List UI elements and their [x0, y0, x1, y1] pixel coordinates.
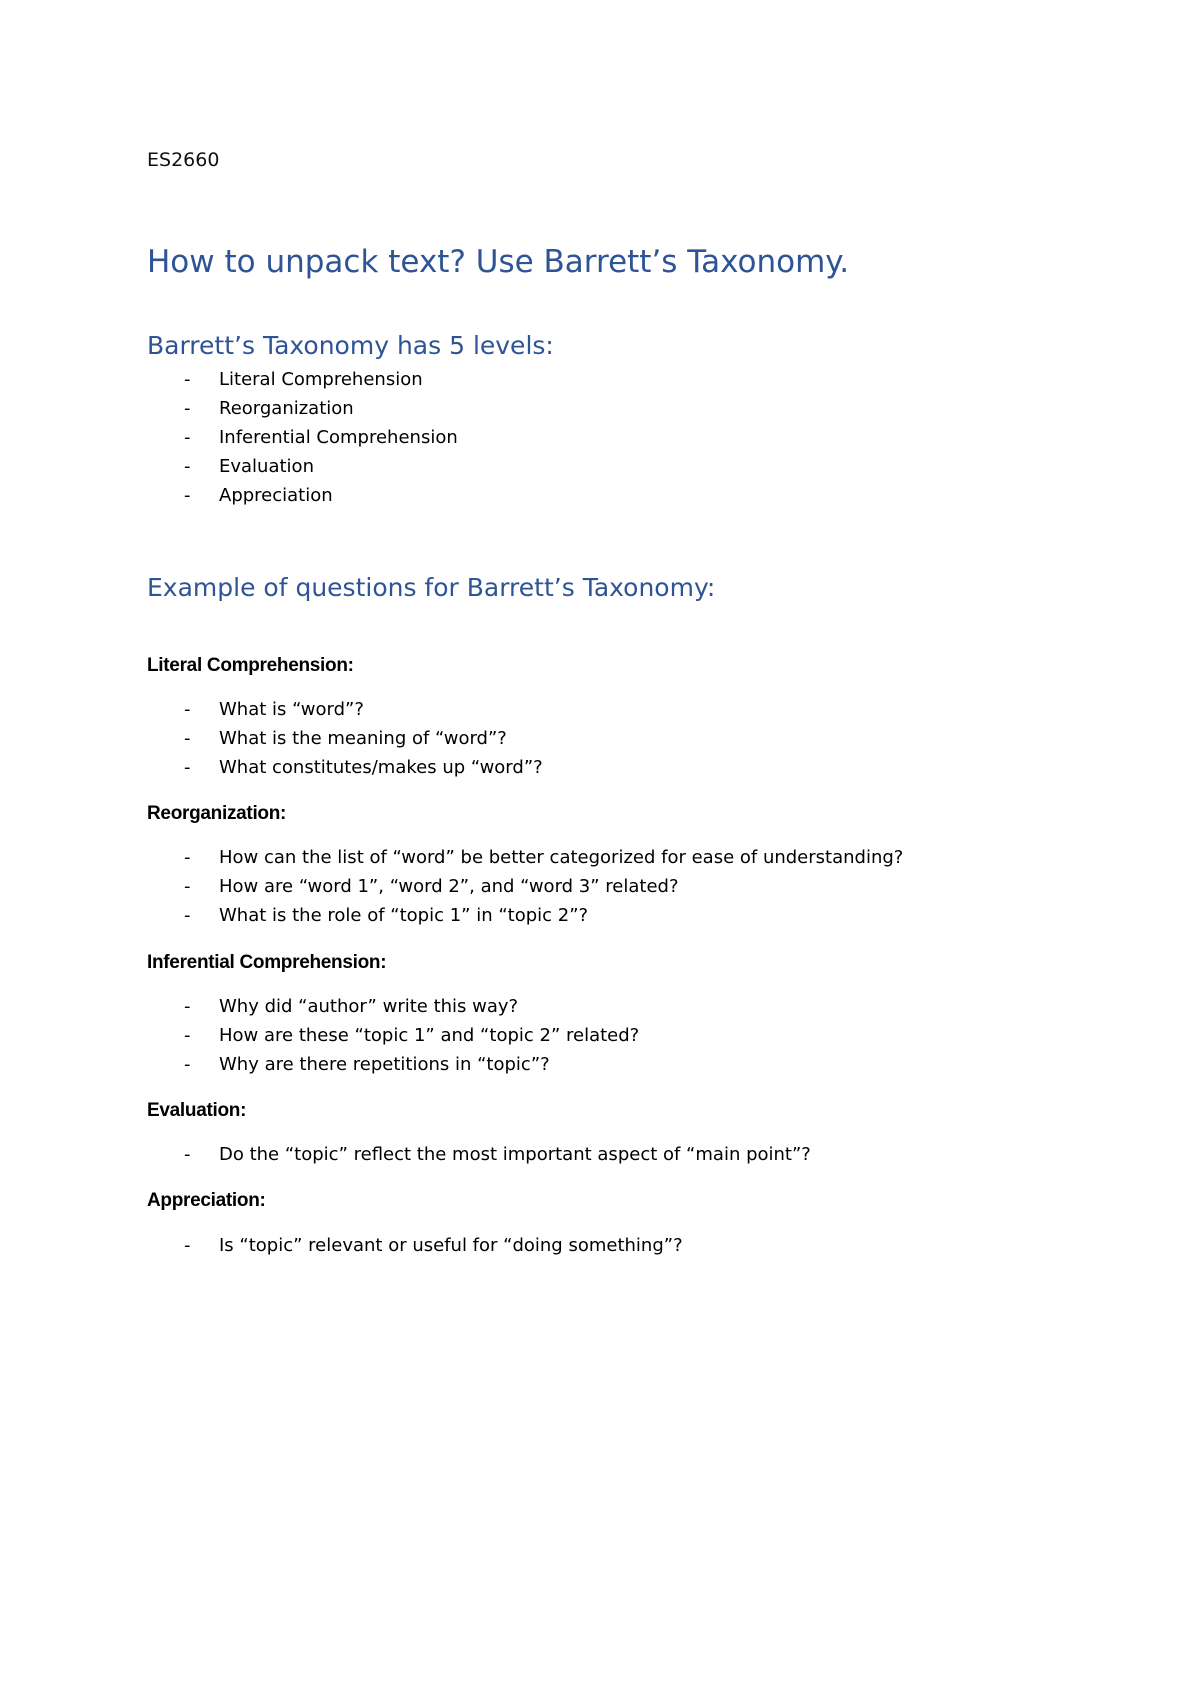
dash-bullet: -	[184, 728, 191, 749]
list-item	[147, 365, 458, 394]
examples-heading: Example of questions for Barrett’s Taxonomy:	[147, 573, 716, 602]
dash-bullet: -	[184, 757, 191, 778]
question-text: Why are there repetitions in “topic”?	[219, 1054, 550, 1075]
dash-bullet: -	[184, 398, 191, 419]
list-item	[147, 901, 903, 930]
levels-heading: Barrett’s Taxonomy has 5 levels:	[147, 331, 554, 360]
list-item	[147, 872, 903, 901]
question-text: Is “topic” relevant or useful for “doing something”?	[219, 1235, 683, 1256]
question-text: How are these “topic 1” and “topic 2” related?	[219, 1025, 640, 1046]
level-label: Appreciation	[219, 485, 333, 506]
question-text: What is the meaning of “word”?	[219, 728, 507, 749]
dash-bullet: -	[184, 456, 191, 477]
section-heading-evaluation: Evaluation:	[147, 1100, 247, 1121]
dash-bullet: -	[184, 1054, 191, 1075]
level-label: Evaluation	[219, 456, 314, 477]
dash-bullet: -	[184, 905, 191, 926]
dash-bullet: -	[184, 699, 191, 720]
list-item	[147, 423, 458, 452]
questions-list-reorganization	[147, 843, 903, 930]
document-page	[147, 0, 1107, 1696]
dash-bullet: -	[184, 996, 191, 1017]
list-item	[147, 1050, 639, 1079]
dash-bullet: -	[184, 876, 191, 897]
list-item	[147, 843, 903, 872]
list-item	[147, 695, 543, 724]
dash-bullet: -	[184, 427, 191, 448]
section-heading-reorganization: Reorganization:	[147, 803, 287, 824]
questions-list-literal	[147, 695, 543, 782]
list-item	[147, 1021, 639, 1050]
section-heading-inferential: Inferential Comprehension:	[147, 952, 387, 973]
course-code: ES2660	[147, 149, 220, 171]
question-text: How are “word 1”, “word 2”, and “word 3” related?	[219, 876, 679, 897]
document-title: How to unpack text? Use Barrett’s Taxonomy.	[147, 244, 850, 280]
list-item	[147, 753, 543, 782]
dash-bullet: -	[184, 485, 191, 506]
question-text: What is “word”?	[219, 699, 364, 720]
dash-bullet: -	[184, 847, 191, 868]
list-item	[147, 1140, 811, 1169]
question-text: How can the list of “word” be better categorized for ease of understanding?	[219, 847, 904, 868]
dash-bullet: -	[184, 1025, 191, 1046]
question-text: What is the role of “topic 1” in “topic 2”?	[219, 905, 589, 926]
list-item	[147, 992, 639, 1021]
dash-bullet: -	[184, 1235, 191, 1256]
question-text: Do the “topic” reflect the most important aspect of “main point”?	[219, 1144, 811, 1165]
levels-list	[147, 365, 458, 510]
section-heading-appreciation: Appreciation:	[147, 1190, 266, 1211]
questions-list-appreciation	[147, 1231, 683, 1260]
question-text: What constitutes/makes up “word”?	[219, 757, 543, 778]
dash-bullet: -	[184, 369, 191, 390]
list-item	[147, 394, 458, 423]
question-text: Why did “author” write this way?	[219, 996, 519, 1017]
level-label: Inferential Comprehension	[219, 427, 458, 448]
questions-list-evaluation	[147, 1140, 811, 1169]
list-item	[147, 452, 458, 481]
list-item	[147, 724, 543, 753]
level-label: Reorganization	[219, 398, 354, 419]
section-heading-literal: Literal Comprehension:	[147, 655, 354, 676]
list-item	[147, 1231, 683, 1260]
questions-list-inferential	[147, 992, 639, 1079]
dash-bullet: -	[184, 1144, 191, 1165]
level-label: Literal Comprehension	[219, 369, 423, 390]
list-item	[147, 481, 458, 510]
